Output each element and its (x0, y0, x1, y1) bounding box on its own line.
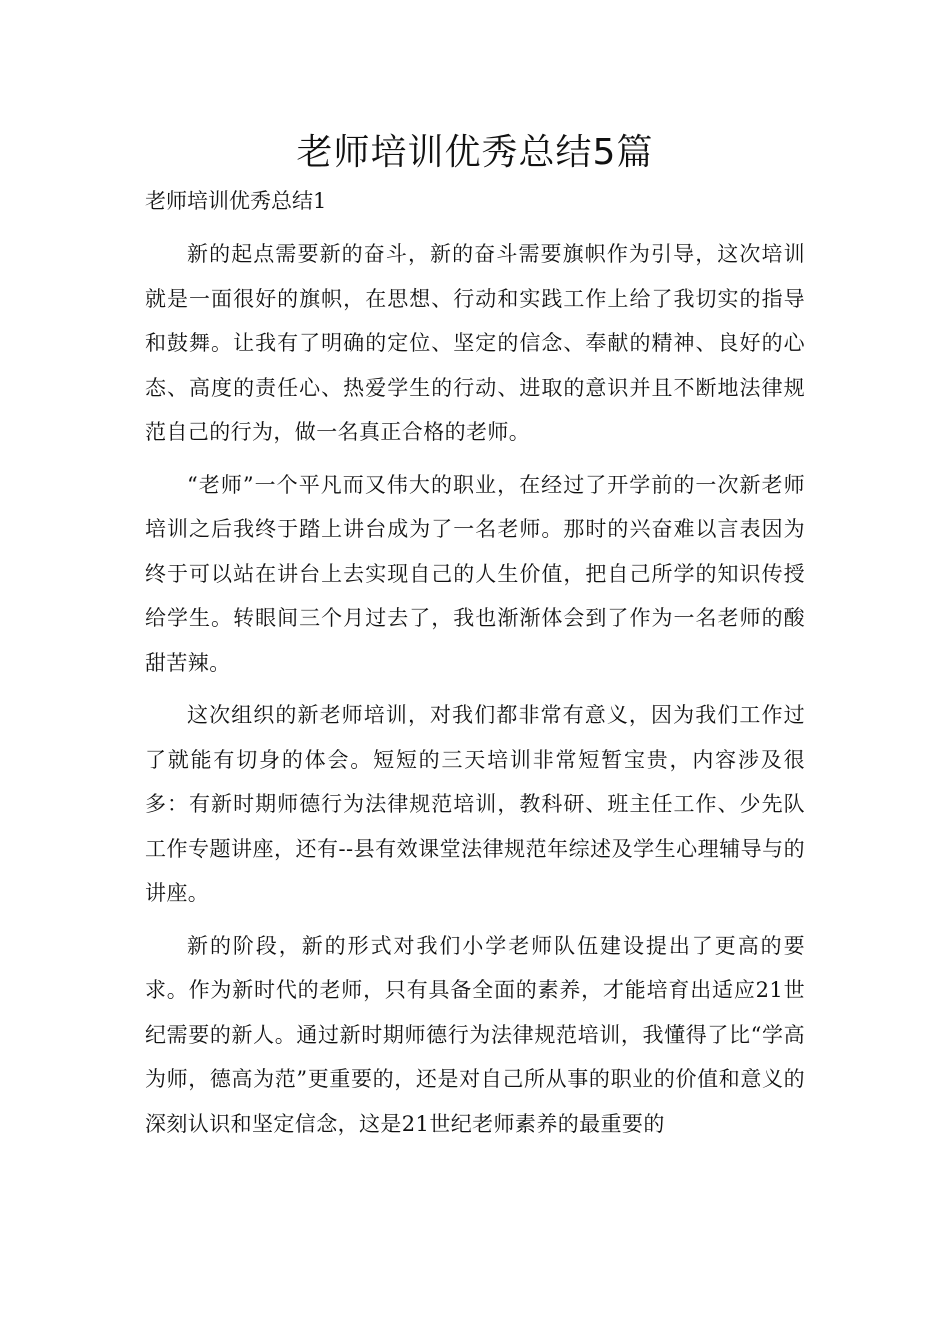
paragraph: 这次组织的新老师培训，对我们都非常有意义，因为我们工作过了就能有切身的体会。短短的三天培训非常短暂宝贵，内容涉及很多：有新时期师德行为法律规范培训，教科研、班主任工作、少先队工作专题讲座，还有--县有效课堂法律规范年综述及学生心理辅导与的讲座。 (145, 703, 805, 905)
document-title: 老师培训优秀总结5篇 (296, 132, 654, 173)
paragraph: “老师”一个平凡而又伟大的职业，在经过了开学前的一次新老师培训之后我终于踏上讲台成为了一名老师。那时的兴奋难以言表因为终于可以站在讲台上去实现自己的人生价值，把自己所学的知识传授给学生。转眼间三个月过去了，我也渐渐体会到了作为一名老师的酸甜苦辣。 (145, 472, 805, 675)
document-body (145, 232, 805, 1154)
paragraph: 新的阶段，新的形式对我们小学老师队伍建设提出了更高的要求。作为新时代的老师，只有具备全面的素养，才能培育出适应21世纪需要的新人。通过新时期师德行为法律规范培训，我懂得了比“学高为师，德高为范”更重要的，还是对自己所从事的职业的价值和意义的深刻认识和坚定信念，这是21世纪老师素养的最重要的 (145, 933, 805, 1136)
paragraph: 新的起点需要新的奋斗，新的奋斗需要旗帜作为引导，这次培训就是一面很好的旗帜，在思想、行动和实践工作上给了我切实的指导和鼓舞。让我有了明确的定位、坚定的信念、奉献的精神、良好的心态、高度的责任心、热爱学生的行动、进取的意识并且不断地法律规范自己的行为，做一名真正合格的老师。 (145, 242, 805, 444)
section-heading: 老师培训优秀总结1 (145, 189, 327, 213)
